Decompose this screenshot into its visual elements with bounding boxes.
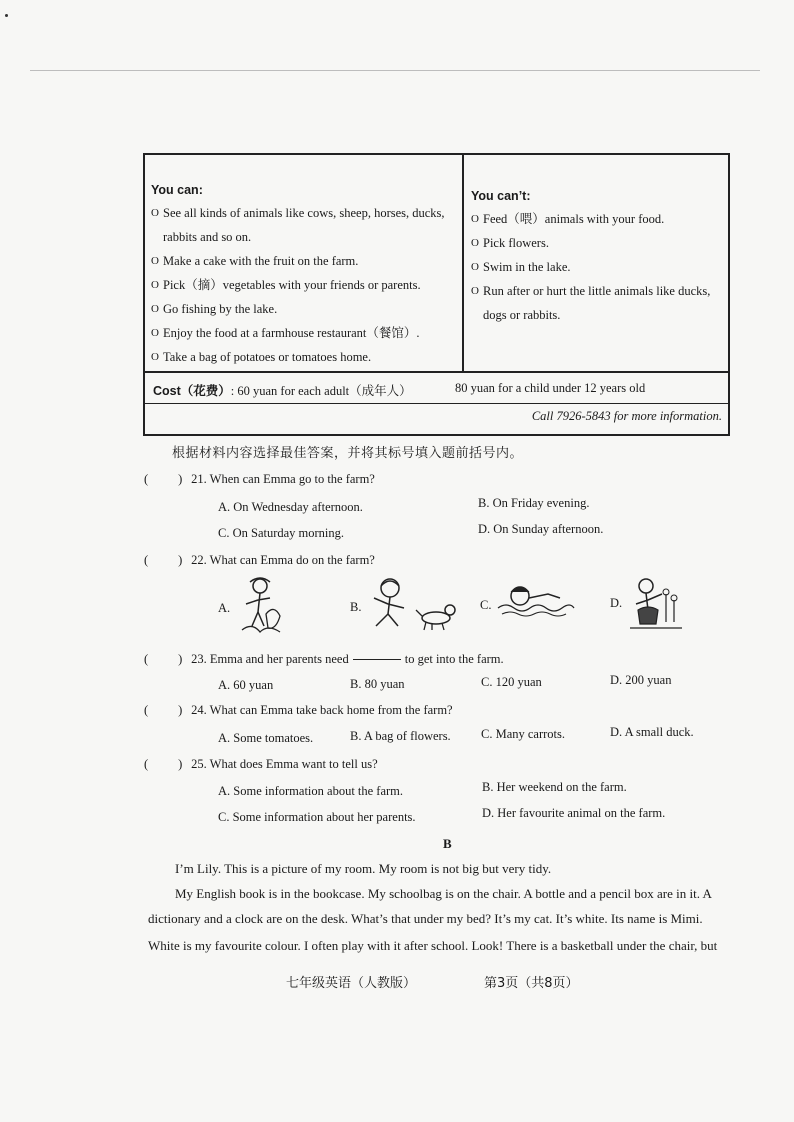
passage-line: My English book is in the bookcase. My schoolbag is on the chair. A bottle and a pencil box are in it. A — [175, 886, 712, 901]
answer-bracket[interactable]: ( ) — [144, 703, 183, 717]
can-item: O See all kinds of animals like cows, sheep, horses, ducks, rabbits and so on. — [151, 206, 445, 244]
option-a: A. 60 yuan — [218, 678, 274, 692]
passage-line: dictionary and a clock are on the desk. What’s that under my bed? It’s my cat. It’s white. Its name is Mimi. — [148, 911, 703, 926]
question-text: 23. Emma and her parents need — [191, 652, 349, 666]
option-b: B. On Friday evening. — [478, 496, 590, 510]
option-b: B. Her weekend on the farm. — [482, 780, 627, 794]
farm-notice-box — [143, 153, 730, 436]
option-d: D. A small duck. — [610, 725, 694, 739]
question-text: 25. What does Emma want to tell us? — [191, 757, 378, 771]
option-c: C. Many carrots. — [481, 727, 566, 741]
chasing-dog-picture — [366, 576, 458, 632]
section-b-heading: B — [443, 836, 452, 851]
can-item: O Make a cake with the fruit on the farm. — [151, 254, 359, 268]
question-25 — [144, 757, 378, 772]
question-21 — [144, 472, 375, 487]
picking-vegetables-picture — [236, 574, 284, 636]
option-c: C. On Saturday morning. — [218, 526, 345, 540]
instruction-text: 根据材料内容选择最佳答案，并将其标号填入题前括号内。 — [172, 446, 524, 461]
call-divider — [145, 403, 728, 404]
page-top-rule — [30, 70, 760, 71]
cant-item: O Feed（喂）animals with your food. — [471, 212, 665, 226]
fill-blank[interactable] — [353, 659, 401, 660]
cost-adult-line: Cost（花费）: 60 yuan for each adult（成年人） — [153, 384, 412, 398]
cant-item: O Swim in the lake. — [471, 260, 571, 274]
option-d: D. On Sunday afternoon. — [478, 522, 604, 536]
answer-bracket[interactable]: ( ) — [144, 472, 183, 486]
question-23 — [144, 652, 504, 667]
footer-page-number: 第3页（共8页） — [484, 976, 579, 991]
question-text: 24. What can Emma take back home from the farm? — [191, 703, 453, 717]
column-divider — [462, 155, 464, 371]
picking-flowers-picture — [626, 572, 686, 632]
option-a: A. On Wednesday afternoon. — [218, 500, 363, 514]
can-item: O Enjoy the food at a farmhouse restaurant（餐馆）. — [151, 326, 420, 340]
option-c: C. 120 yuan — [481, 675, 542, 689]
can-item: O Go fishing by the lake. — [151, 302, 278, 316]
question-text: 22. What can Emma do on the farm? — [191, 553, 375, 567]
you-cant-column — [471, 189, 726, 327]
answer-bracket[interactable]: ( ) — [144, 553, 183, 567]
passage-line: White is my favourite colour. I often play with it after school. Look! There is a basketball under the chair, but — [148, 938, 718, 953]
option-d: D. — [610, 596, 623, 610]
call-info: Call 7926-5843 for more information. — [531, 409, 722, 423]
answer-bracket[interactable]: ( ) — [144, 757, 183, 771]
option-b: B. 80 yuan — [350, 677, 405, 691]
question-text: 21. When can Emma go to the farm? — [191, 472, 375, 486]
scan-mark — [5, 14, 8, 17]
option-a: A. Some information about the farm. — [218, 784, 404, 798]
cant-item: O Run after or hurt the little animals like ducks, dogs or rabbits. — [471, 284, 711, 322]
question-text: to get into the farm. — [404, 652, 504, 666]
option-a: A. Some tomatoes. — [218, 731, 314, 745]
cost-child-line: 80 yuan for a child under 12 years old — [455, 381, 646, 395]
question-24 — [144, 703, 453, 718]
option-d: D. Her favourite animal on the farm. — [482, 806, 666, 820]
option-a: A. — [218, 601, 231, 615]
can-item: O Take a bag of potatoes or tomatoes home. — [151, 350, 372, 364]
cost-divider — [145, 371, 728, 373]
passage-line: I’m Lily. This is a picture of my room. My room is not big but very tidy. — [175, 861, 552, 876]
option-c: C. — [480, 598, 492, 612]
question-22 — [144, 553, 375, 568]
option-b: B. — [350, 600, 362, 614]
footer-subject: 七年级英语（人教版） — [286, 976, 417, 991]
option-d: D. 200 yuan — [610, 673, 672, 687]
you-can-heading: You can: — [151, 183, 203, 197]
can-item: O Pick（摘）vegetables with your friends or parents. — [151, 278, 421, 292]
you-cant-heading: You can’t: — [471, 189, 531, 203]
you-can-column — [151, 183, 456, 369]
option-b: B. A bag of flowers. — [350, 729, 451, 743]
option-c: C. Some information about her parents. — [218, 810, 416, 824]
cant-item: O Pick flowers. — [471, 236, 549, 250]
swimming-picture — [496, 578, 576, 618]
answer-bracket[interactable]: ( ) — [144, 652, 183, 666]
